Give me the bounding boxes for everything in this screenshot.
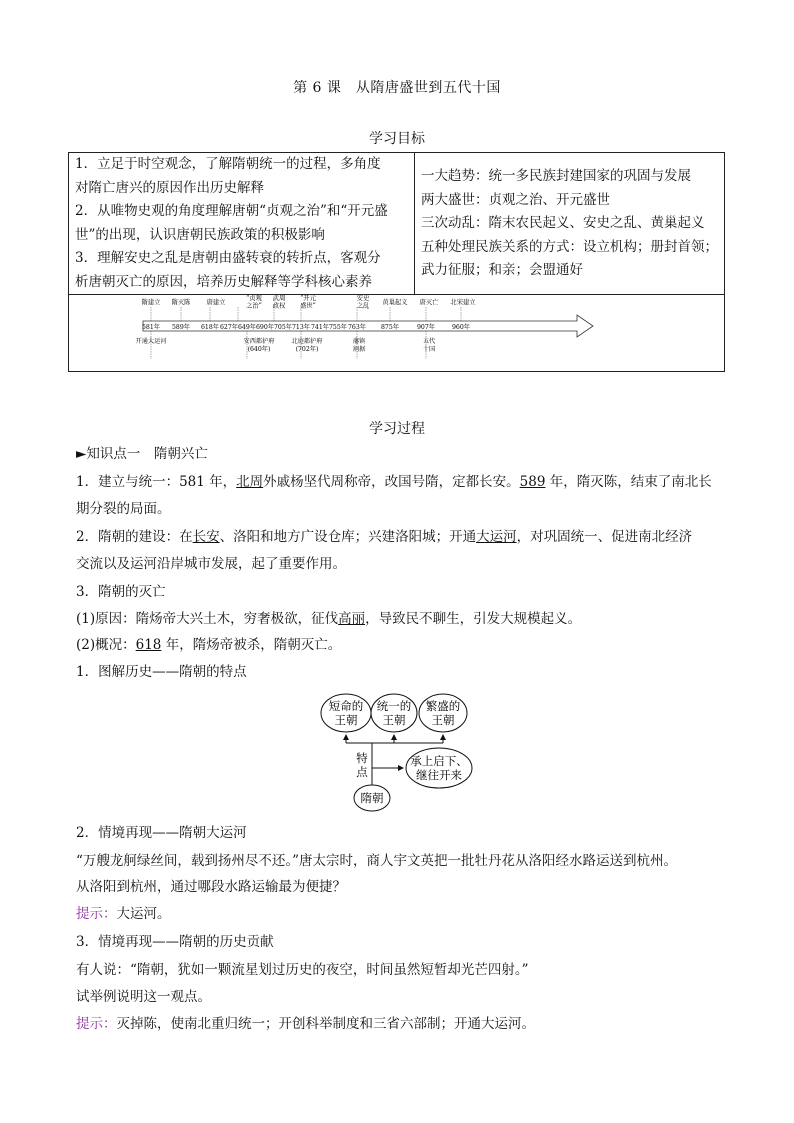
label-text: 点 [356,765,368,779]
event-label: 唐灭亡 [419,299,439,306]
paragraph: “万艘龙舸绿丝间，载到扬州尽不还。”唐太宗时，商人宇文英把一批牡丹花从洛阳经水路运送到杭州。 [76,853,678,869]
year-label: 875年 [381,324,399,331]
lesson-title: 第 6 课 从隋唐盛世到五代十国 [293,80,501,96]
summary-line: 五种处理民族关系的方式：设立机构；册封首领； [421,238,718,255]
paragraph: (1)原因：隋炀帝大兴土木，穷奢极欲，征伐高丽，导致民不聊生，引发大规模起义。 [76,611,582,627]
feature-text: 统一的 [376,699,412,713]
goals-heading: 学习目标 [369,131,425,147]
event-label: 北宋建立 [450,299,476,306]
event-label: 武周 [272,295,286,302]
event-label: 藩镇 [352,338,366,345]
feature-text: 继往开来 [416,768,462,782]
year-label: 741年 [311,324,329,331]
event-label: 十国 [422,346,436,353]
knowledge-point-heading: ►知识点一 隋朝兴亡 [76,446,208,462]
feature-text: 短命的 [328,699,364,713]
event-label: 之治” [246,302,262,310]
year-label: 690年 [256,324,274,331]
event-label: 隋建立 [141,299,161,306]
year-label: 618年 [201,324,219,331]
hint-paragraph: 提示：灭掉陈，使南北重归统一；开创科举制度和三省六部制；开通大运河。 [76,1016,535,1032]
goal-line: 对隋亡唐兴的原因作出历史解释 [75,179,264,196]
event-label: (702年) [295,346,319,353]
goals-left-cell [69,153,415,295]
feature-text: 繁盛的 [425,699,461,713]
paragraph: 有人说：“隋朝，犹如一颗流星划过历史的夜空，时间虽然短暂却光芒四射。” [76,962,529,978]
paragraph: 从洛阳到杭州，通过哪段水路运输最为便捷？ [76,879,346,895]
year-label: 755年 [329,324,347,331]
paragraph: 期分裂的局面。 [76,501,171,517]
process-heading: 学习过程 [369,421,425,437]
summary-line: 三次动乱：隋末农民起义、安史之乱、黄巢起义 [421,215,705,231]
learning-goals-table [68,152,725,372]
event-label: 五代 [422,338,436,345]
label-text: 特 [356,751,368,765]
event-label: 安西都护府 [243,338,275,345]
event-label: 之乱 [356,302,370,310]
event-label: 政权 [272,302,286,310]
goal-line: 析唐朝灭亡的原因，培养历史解释等学科核心素养 [75,273,372,290]
feature-text: 王朝 [431,713,455,727]
year-label: 627年 [220,324,238,331]
event-label: 开通大运河 [135,338,167,345]
goal-line: 3．理解安史之乱是唐朝由盛转衰的转折点，客观分 [75,250,381,266]
paragraph: 1．图解历史——隋朝的特点 [76,664,247,680]
year-label: 763年 [348,324,366,331]
timeline-cell [69,295,725,372]
event-label: “贞观 [246,295,262,302]
sui-features-diagram [318,690,478,812]
event-label: 北庭都护府 [291,338,323,345]
goals-right-cell [415,153,725,295]
year-label: 713年 [292,324,310,331]
paragraph: 3．情境再现——隋朝的历史贡献 [76,934,274,950]
feature-text: 王朝 [334,713,358,727]
event-label: 盛世” [300,302,316,310]
goal-line: 世”的出现，认识唐朝民族政策的积极影响 [75,226,325,243]
paragraph: 2．隋朝的建设：在长安、洛阳和地方广设仓库；兴建洛阳城；开通大运河，对巩固统一、促进南北经济 [76,529,693,545]
event-label: 唐建立 [206,299,226,306]
event-label: “开元 [300,295,316,302]
paragraph: 3．隋朝的灭亡 [76,584,166,600]
event-label: 安史 [356,295,370,302]
timeline-diagram [69,295,724,367]
goal-line: 1．立足于时空观念，了解隋朝统一的过程，多角度 [75,156,381,172]
year-label: 589年 [172,324,190,331]
hint-paragraph: 提示：大运河。 [76,906,171,922]
feature-text: 王朝 [382,713,406,727]
year-label: 907年 [417,324,435,331]
event-label: (640年) [247,346,271,353]
year-label: 649年 [238,324,256,331]
event-label: 黄巢起义 [382,299,408,306]
summary-line: 武力征服；和亲；会盟通好 [421,262,583,278]
paragraph: 2．情境再现——隋朝大运河 [76,825,247,841]
paragraph: 试举例说明这一观点。 [76,989,211,1005]
summary-line: 两大盛世：贞观之治、开元盛世 [421,191,610,208]
year-label: 960年 [452,324,470,331]
event-label: 隋灭陈 [171,299,191,306]
paragraph: 1．建立与统一：581 年，北周外戚杨坚代周称帝，改国号隋，定都长安。589 年，隋灭陈，结束了南北长 [76,474,712,490]
hint-label: 提示： [76,906,117,922]
hint-label: 提示： [76,1016,117,1032]
year-label: 705年 [274,324,292,331]
root-text: 隋朝 [360,791,384,805]
goal-line: 2．从唯物史观的角度理解唐朝“贞观之治”和“开元盛 [75,203,388,219]
summary-line: 一大趋势：统一多民族封建国家的巩固与发展 [421,168,691,184]
event-label: 割据 [352,346,366,353]
feature-text: 承上启下、 [410,754,468,768]
paragraph: (2)概况：618 年，隋炀帝被杀，隋朝灭亡。 [76,637,342,653]
paragraph: 交流以及运河沿岸城市发展，起了重要作用。 [76,556,346,572]
year-label: 581年 [142,324,160,331]
